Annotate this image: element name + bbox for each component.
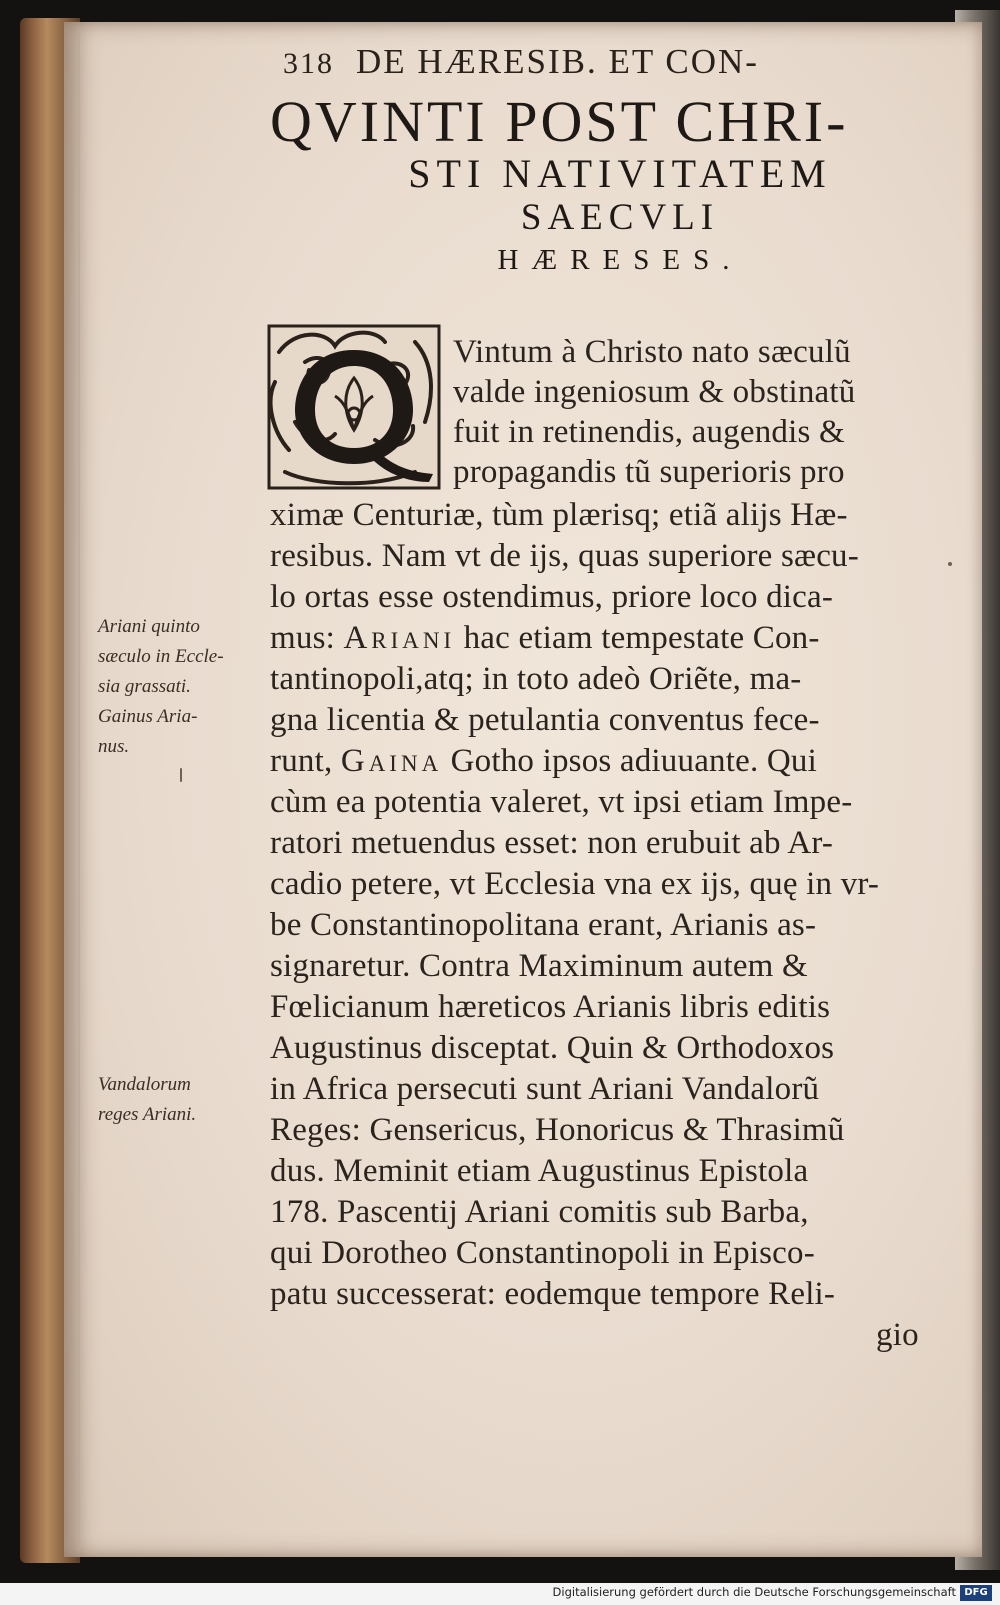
margin-note-vandalorum-line-2: reges Ariani. bbox=[98, 1104, 197, 1125]
body-line-8-smallcaps: Ariani bbox=[343, 620, 456, 656]
body-line-11-pre: runt, bbox=[270, 743, 341, 779]
body-line-22: 178. Pascentij Ariani comitis sub Barba, bbox=[270, 1194, 809, 1230]
body-line-14: cadio petere, vt Ecclesia vna ex ijs, quę in vr- bbox=[270, 866, 880, 902]
body-line-19: in Africa persecuti sunt Ariani Vandalorũ bbox=[270, 1071, 820, 1107]
body-line-11-post: Gotho ipsos adiuuante. Qui bbox=[442, 743, 817, 779]
margin-note-vandalorum bbox=[98, 1070, 196, 1130]
body-line-23: qui Dorotheo Constantinopoli in Episco- bbox=[270, 1235, 815, 1271]
body-line-3: fuit in retinendis, augendis & bbox=[453, 414, 845, 450]
woodcut-ornament-icon bbox=[265, 322, 443, 492]
body-line-8 bbox=[270, 618, 820, 658]
body-line-2: valde ingeniosum & obstinatũ bbox=[453, 374, 856, 410]
chapter-title-line-4: HÆRESES. bbox=[497, 244, 743, 276]
body-line-17: Fœlicianum hæreticos Arianis libris editis bbox=[270, 989, 831, 1025]
body-line-6: resibus. Nam vt de ijs, quas superiore sæcu- bbox=[270, 538, 859, 574]
footer-credit: Digitalisierung gefördert durch die Deutsche Forschungsgemeinschaft bbox=[552, 1585, 956, 1599]
body-line-11 bbox=[270, 741, 817, 781]
margin-note-vandalorum-line-1: Vandalorum bbox=[98, 1074, 191, 1095]
margin-note-ariani bbox=[98, 612, 224, 762]
body-line-7: lo ortas esse ostendimus, priore loco dica- bbox=[270, 579, 834, 615]
body-line-4: propagandis tũ superioris pro bbox=[453, 454, 845, 490]
digitization-footer bbox=[0, 1583, 1000, 1605]
body-line-16: signaretur. Contra Maximinum autem & bbox=[270, 948, 808, 984]
chapter-title-line-1: QVINTI POST CHRI- bbox=[270, 89, 849, 154]
margin-note-ariani-line-4: Gainus Aria- bbox=[98, 706, 198, 727]
body-line-13: ratori metuendus esset: non erubuit ab Ar- bbox=[270, 825, 834, 861]
margin-note-ariani-line-5: nus. bbox=[98, 736, 130, 757]
paper-speck bbox=[948, 562, 952, 566]
decorated-initial-q bbox=[265, 322, 443, 492]
page-number: 318 bbox=[283, 47, 334, 80]
paper-mark bbox=[180, 768, 182, 782]
body-line-24: patu successerat: eodemque tempore Reli- bbox=[270, 1276, 836, 1312]
body-line-9: tantinopoli,atq; in toto adeò Oriẽte, ma- bbox=[270, 661, 802, 697]
page-gutter bbox=[78, 30, 80, 1550]
margin-note-ariani-line-3: sia grassati. bbox=[98, 676, 191, 697]
running-head bbox=[283, 42, 843, 92]
chapter-title-line-2: STI NATIVITATEM bbox=[408, 151, 832, 196]
catchword: gio bbox=[876, 1317, 919, 1353]
dfg-logo-icon: DFG bbox=[960, 1585, 992, 1601]
body-line-10: gna licentia & petulantia conventus fece- bbox=[270, 702, 820, 738]
body-line-15: be Constantinopolitana erant, Arianis as- bbox=[270, 907, 817, 943]
running-head-text: DE HÆRESIB. ET CON- bbox=[356, 42, 759, 81]
body-line-8-post: hac etiam tempestate Con- bbox=[455, 620, 820, 656]
body-line-5: ximæ Centuriæ, tùm plærisq; etiã alijs Hæ- bbox=[270, 497, 848, 533]
body-line-18: Augustinus disceptat. Quin & Orthodoxos bbox=[270, 1030, 835, 1066]
body-line-8-pre: mus: bbox=[270, 620, 344, 656]
margin-note-ariani-line-2: sæculo in Eccle- bbox=[98, 646, 224, 667]
margin-note-ariani-line-1: Ariani quinto bbox=[98, 616, 200, 637]
body-line-20: Reges: Gensericus, Honoricus & Thrasimũ bbox=[270, 1112, 845, 1148]
body-line-1: Vintum à Christo nato sæculũ bbox=[453, 334, 851, 370]
body-line-21: dus. Meminit etiam Augustinus Epistola bbox=[270, 1153, 809, 1189]
body-line-12: cùm ea potentia valeret, vt ipsi etiam Impe- bbox=[270, 784, 853, 820]
chapter-title-line-3: SAECVLI bbox=[520, 197, 720, 238]
body-line-11-smallcaps: Gaina bbox=[340, 743, 443, 779]
